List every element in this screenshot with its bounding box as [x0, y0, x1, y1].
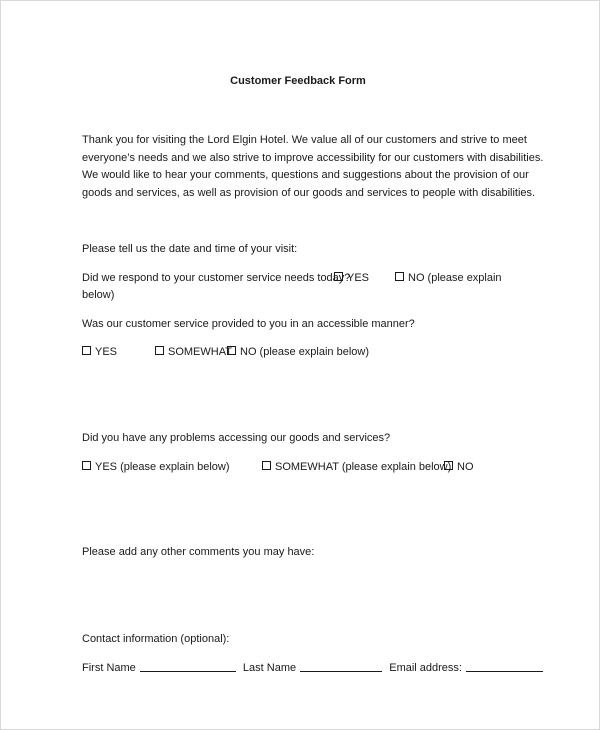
q1-yes-option[interactable]: [334, 270, 369, 288]
comments-prompt: Please add any other comments you may have:: [82, 546, 315, 558]
email-label: Email address:: [389, 662, 462, 674]
q2-yes-label: YES: [95, 346, 118, 358]
q2-yes-option[interactable]: [82, 344, 117, 362]
q2-somewhat-label: SOMEWHAT: [168, 346, 232, 358]
q1-yes-checkbox[interactable]: [334, 272, 343, 281]
q2-somewhat-checkbox[interactable]: [155, 346, 164, 355]
q2-yes-checkbox[interactable]: [82, 346, 91, 355]
q3-question: Did you have any problems accessing our goods and services?: [82, 432, 391, 444]
q2-question: Was our customer service provided to you in an accessible manner?: [82, 318, 415, 330]
q2-somewhat-option[interactable]: [155, 344, 232, 362]
last-name-field[interactable]: [300, 661, 382, 672]
q3-yes-option[interactable]: [82, 459, 230, 477]
last-name-label: Last Name: [242, 662, 297, 674]
q1-no-label: NO (please explain: [408, 272, 502, 284]
intro-line: Thank you for visiting the Lord Elgin Hotel. We value all of our customers and strive to meet: [82, 134, 527, 146]
q1-no-option[interactable]: [395, 270, 502, 288]
visit-date-prompt: Please tell us the date and time of your visit:: [82, 243, 298, 255]
q3-somewhat-option[interactable]: [262, 459, 451, 477]
contact-fields-row: [82, 660, 544, 678]
q3-somewhat-label: SOMEWHAT (please explain below): [275, 461, 452, 473]
q1-question: Did we respond to your customer service needs today?: [82, 272, 351, 284]
q1-no-checkbox[interactable]: [395, 272, 404, 281]
q3-no-checkbox[interactable]: [444, 461, 453, 470]
q3-somewhat-checkbox[interactable]: [262, 461, 271, 470]
contact-heading: Contact information (optional):: [82, 633, 230, 645]
q2-no-option[interactable]: [227, 344, 369, 362]
q3-no-label: NO: [457, 461, 474, 473]
intro-line: everyone’s needs and we also strive to improve accessibility for our customers with disabilities.: [82, 151, 544, 164]
first-name-field[interactable]: [140, 661, 236, 672]
q1-yes-label: YES: [347, 272, 370, 284]
q2-no-checkbox[interactable]: [227, 346, 236, 355]
email-field[interactable]: [466, 661, 543, 672]
q3-yes-label: YES (please explain below): [95, 461, 230, 473]
q1-no-continuation: below): [82, 289, 115, 301]
q2-no-label: NO (please explain below): [240, 346, 370, 358]
first-name-label: First Name: [82, 662, 136, 674]
q3-no-option[interactable]: [444, 459, 474, 477]
intro-line: goods and services, as well as provision of our goods and services to people with disabilities.: [82, 186, 536, 199]
intro-paragraph: [82, 132, 544, 202]
q3-yes-checkbox[interactable]: [82, 461, 91, 470]
intro-line: We would like to hear your comments, questions and suggestions about the provision of our: [82, 169, 529, 181]
form-title: Customer Feedback Form: [230, 75, 366, 87]
